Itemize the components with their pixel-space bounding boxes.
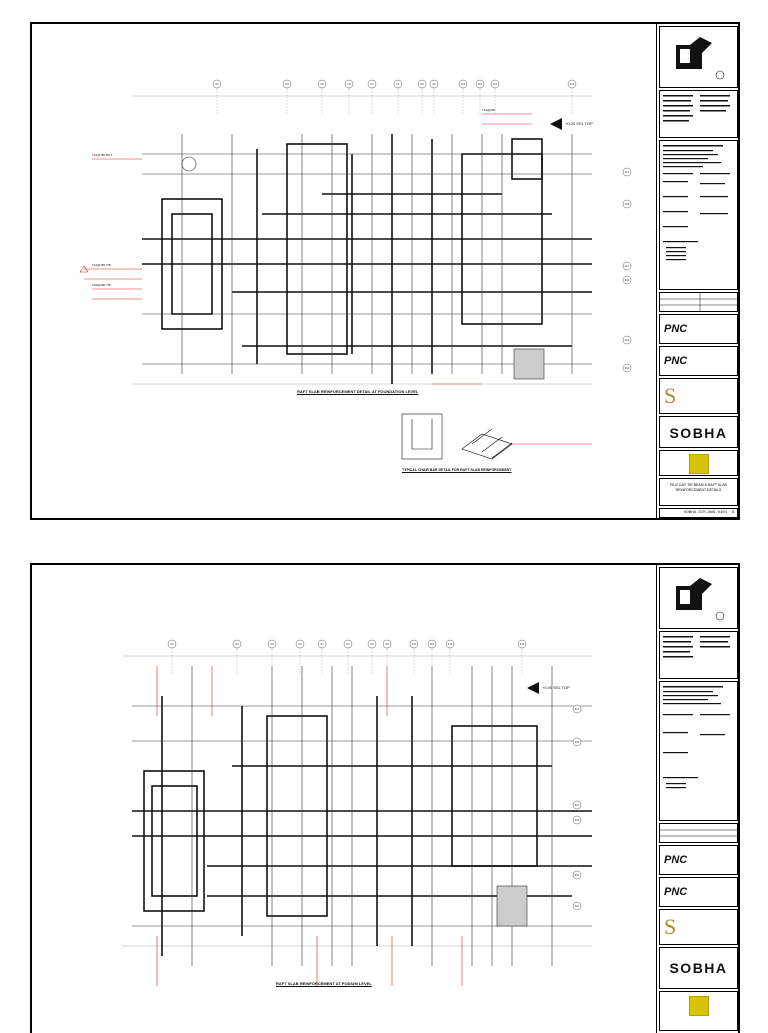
sheet-number-cell (659, 508, 738, 518)
grid-label: A5 (320, 83, 324, 87)
grid-label: A12 (569, 83, 575, 87)
grid-label: A1 (215, 83, 219, 87)
grid-label: A10 (460, 83, 466, 87)
consultant-logo-1: PNC (659, 314, 738, 344)
s-logo-cell-2 (659, 909, 738, 945)
grid-label: A4 (235, 643, 239, 647)
s-logo: S (664, 383, 677, 408)
main-drawing-title-1: RAFT SLAB REINFORCEMENT DETAIL AT FOUNDATION LEVEL (297, 389, 419, 394)
level-note-2: +0.00 SSL TOP (542, 685, 570, 690)
consultant-logo-4: PNC (659, 877, 738, 907)
general-notes (659, 140, 738, 290)
grid-label: A7' (346, 643, 350, 647)
grid-label: A7 (370, 83, 374, 87)
key-plan-2 (659, 567, 738, 629)
grid-label: A8 (420, 83, 424, 87)
project-title-cell (659, 478, 738, 506)
sheet-number: SOBHA-STR-DWG-0101 (684, 511, 728, 515)
company-badge (689, 996, 709, 1016)
drawing-sheet-1 (30, 22, 740, 520)
title-block-2 (656, 565, 741, 1033)
grid-label: A10 (411, 643, 417, 647)
grid-label: A12 (519, 643, 525, 647)
client-logo: SOBHA (669, 425, 728, 441)
grid-label: A10' (429, 643, 435, 647)
project-title: PILE CAP, TIE BEAM & RAFT SLAB REINFORCEMENT DETAILS (670, 483, 727, 492)
title-block-1 (656, 24, 741, 518)
svg-text:T16@200 T/B: T16@200 T/B (92, 283, 111, 287)
key-plan (659, 26, 738, 88)
grid-label: A1 (170, 643, 174, 647)
grid-label: A10' (477, 83, 483, 87)
row-label: R-C (624, 265, 630, 269)
grid-label: A5 (270, 643, 274, 647)
grid-label: A11 (447, 643, 453, 647)
grid-label: A7' (396, 83, 400, 87)
main-drawing-title-2: RAFT SLAB REINFORCEMENT AT PODIUM LEVEL (276, 981, 372, 986)
badge-cell (659, 450, 738, 476)
grid-label: A7 (320, 643, 324, 647)
revision-table (659, 90, 738, 138)
grid-label: A6 (347, 83, 351, 87)
row-label: R-D (624, 279, 630, 283)
row-label: R-F (624, 367, 630, 371)
grid-label: A9 (432, 83, 436, 87)
grid-label: A11 (492, 83, 498, 87)
client-logo: SOBHA (669, 960, 728, 976)
client-logo-cell (659, 416, 738, 448)
row-label: R-E (574, 874, 580, 878)
svg-text:T12@200: T12@200 (482, 108, 496, 112)
grid-label: A4 (285, 83, 289, 87)
grid-label: A9 (385, 643, 389, 647)
general-notes-2 (659, 681, 738, 821)
s-logo: S (664, 914, 677, 939)
row-label: R-D (574, 819, 580, 823)
chair-detail (402, 414, 592, 459)
structural-plan-2 (32, 565, 654, 1033)
badge-cell-2 (659, 991, 738, 1031)
grid-bubble-group (168, 640, 581, 910)
row-label: R-C (574, 804, 580, 808)
structural-plan-1 (32, 24, 654, 518)
revision-label: A (732, 511, 735, 515)
row-label: R-B (624, 203, 630, 207)
client-logo-cell-2 (659, 947, 738, 989)
grid-label: A6 (298, 643, 302, 647)
grid-label: A8 (370, 643, 374, 647)
consultant-logo-3: PNC (659, 845, 738, 875)
stamp-table-2 (659, 823, 738, 843)
s-logo-cell (659, 378, 738, 414)
svg-text:T12@150 T/B: T12@150 T/B (92, 263, 111, 267)
stamp-table (659, 292, 738, 312)
row-label: R-F (574, 905, 580, 909)
revision-table-2 (659, 631, 738, 679)
detail-title-1: TYPICAL CHAIR BAR DETAIL FOR RAFT SLAB REINFORCEMENT (402, 468, 512, 472)
consultant-logo-2: PNC (659, 346, 738, 376)
row-label: R-B (574, 741, 580, 745)
drawing-sheet-2 (30, 563, 740, 1033)
level-note-1: +0.00 SSL TOP (565, 121, 593, 126)
row-label: R-A (574, 708, 580, 712)
company-badge (689, 454, 709, 474)
row-label: R-A (624, 171, 630, 175)
row-label: R-E (624, 339, 630, 343)
svg-text:T10@150 BOT: T10@150 BOT (92, 153, 113, 157)
